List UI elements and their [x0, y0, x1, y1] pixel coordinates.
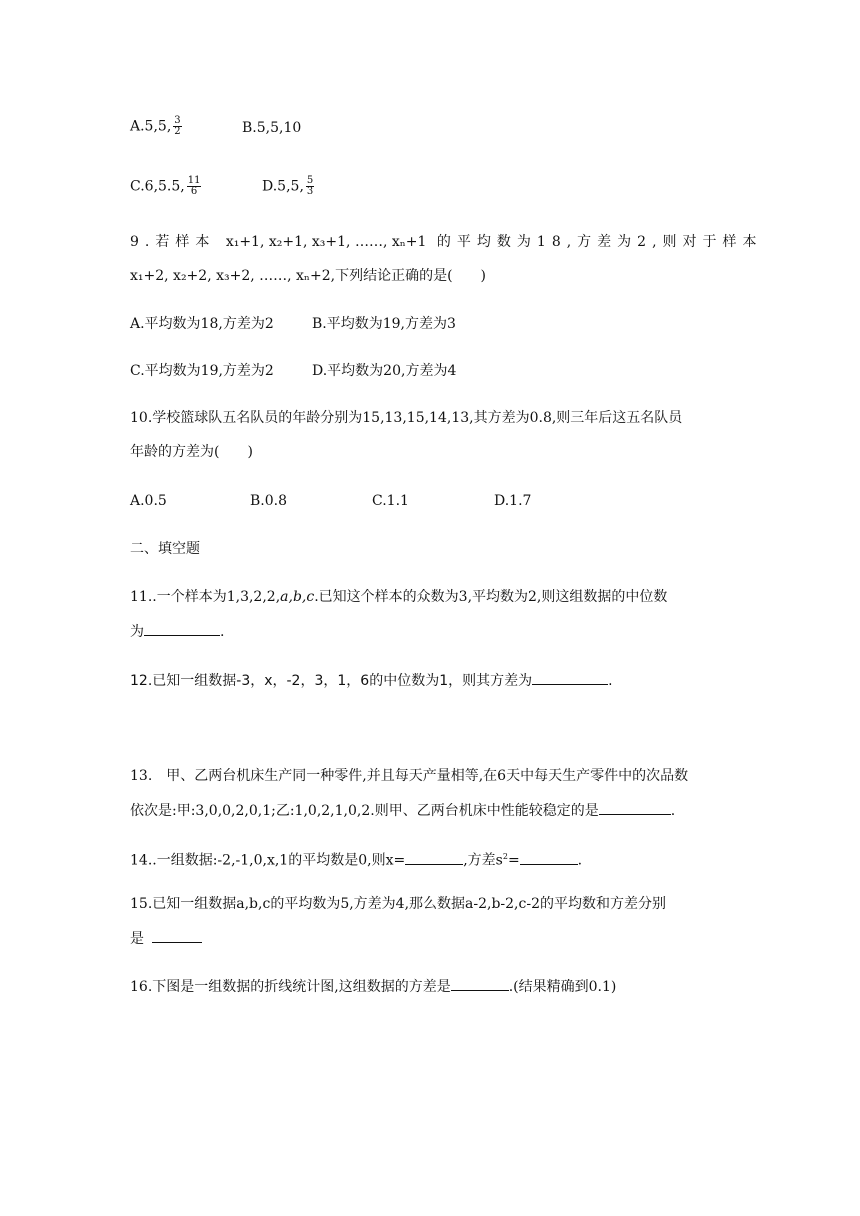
q12-line: 12.已知一组数据-3，x，-2，3，1，6的中位数为1，则其方差为 . [130, 670, 613, 691]
q11-line1: 11..一个样本为1,3,2,2,a,b,c.已知这个样本的众数为3,平均数为2,则这组数据的中位数 [130, 589, 668, 605]
q10-option-d: D.1.7 [494, 493, 532, 509]
q9-line1: 9.若样本 x₁+1, x₂+1, x₃+1, ……, xₙ+1 的平均数为18,方差为2,则对于样本 [130, 234, 763, 250]
answer-blank[interactable] [451, 976, 509, 991]
q8-option-c: C.6,5.5, $\frac{11}{6}$ [130, 175, 201, 197]
q9-option-b: B.平均数为19,方差为3 [312, 316, 456, 332]
fraction: $\frac{11}{6}$ [187, 175, 201, 197]
q11-line2: 为 . [130, 621, 224, 642]
answer-blank[interactable] [599, 800, 671, 815]
answer-blank[interactable] [152, 928, 202, 943]
answer-blank[interactable] [520, 850, 578, 865]
q8-option-a: A.5,5, $\frac{3}{2}$ [130, 115, 181, 137]
answer-blank[interactable] [532, 670, 608, 685]
q10-option-b: B.0.8 [250, 493, 288, 509]
q10-line2: 年龄的方差为( ) [130, 444, 253, 460]
q9-line2: x₁+2, x₂+2, x₃+2, ……, xₙ+2,下列结论正确的是( ) [130, 268, 487, 284]
q8-option-b: B.5,5,10 [242, 120, 302, 136]
answer-blank[interactable] [405, 850, 463, 865]
q10-line1: 10.学校篮球队五名队员的年龄分别为15,13,15,14,13,其方差为0.8,则三年后这五名队员 [130, 410, 683, 426]
q13-line2: 依次是:甲:3,0,0,2,0,1;乙:1,0,2,1,0,2.则甲、乙两台机床中性能较稳定的是 . [130, 800, 675, 821]
q10-option-c: C.1.1 [372, 493, 409, 509]
q9-option-a: A.平均数为18,方差为2 [130, 316, 274, 332]
q13-line1: 13. 甲、乙两台机床生产同一种零件,并且每天产量相等,在6天中每天生产零件中的次品数 [130, 768, 689, 784]
fraction: $\frac{5}{3}$ [306, 175, 314, 197]
q10-option-a: A.0.5 [130, 493, 167, 509]
fraction: $\frac{3}{2}$ [174, 115, 181, 137]
q9-option-c: C.平均数为19,方差为2 [130, 363, 274, 379]
q15-line1: 15.已知一组数据a,b,c的平均数为5,方差为4,那么数据a-2,b-2,c-2的平均数和方差分别 [130, 896, 666, 912]
answer-blank[interactable] [144, 621, 220, 636]
q15-line2: 是 [130, 928, 202, 949]
q14-line: 14..一组数据:-2,-1,0,x,1的平均数是0,则x= ,方差$s^2=$ . [130, 847, 582, 871]
q16-line: 16.下图是一组数据的折线统计图,这组数据的方差是 .(结果精确到0.1) [130, 976, 616, 997]
q8-option-d: D.5,5, $\frac{5}{3}$ [262, 175, 314, 197]
section-title: 二、填空题 [130, 541, 200, 557]
q9-option-d: D.平均数为20,方差为4 [312, 363, 457, 379]
